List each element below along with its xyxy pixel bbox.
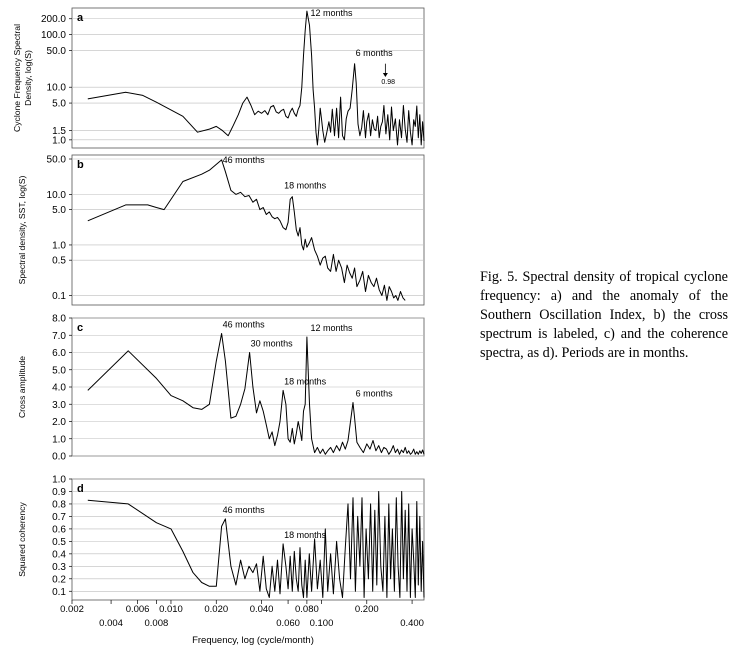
annotation-arrowhead — [383, 73, 388, 77]
x-tick-label: 0.080 — [294, 604, 319, 615]
y-tick-label: 3.0 — [52, 399, 66, 411]
y-tick-label: 4.0 — [52, 382, 66, 394]
y-tick-label: 0.5 — [52, 255, 66, 267]
y-tick-label: 1.0 — [52, 240, 66, 252]
figure-caption: Fig. 5. Spectral density of tropical cyclone frequency: a) and the anomaly of the Southern Oscillation Index, b) the cross spectrum is labeled, c) and the coherence spectra, as d). Periods are in months. — [480, 269, 728, 361]
y-tick-label: 1.0 — [52, 135, 66, 147]
annotation-label: 18 months — [284, 180, 327, 191]
annotation-label: 46 months — [222, 155, 265, 165]
panel-a — [12, 8, 424, 148]
y-tick-label: 0.0 — [52, 451, 66, 463]
y-tick-label: 10.0 — [46, 189, 66, 201]
y-tick-label: 1.0 — [52, 434, 66, 446]
y-tick-label: 0.4 — [52, 549, 66, 561]
y-tick-label: 10.0 — [46, 82, 66, 94]
x-axis-label: Frequency, log (cycle/month) — [192, 635, 314, 646]
y-tick-label: 50.0 — [46, 154, 66, 166]
y-tick-label: 8.0 — [52, 313, 66, 325]
y-tick-label: 0.9 — [52, 486, 66, 498]
panel-letter: b — [77, 159, 84, 171]
x-tick-label: 0.002 — [60, 604, 84, 615]
y-tick-label: 1.0 — [52, 474, 66, 486]
y-tick-label: 200.0 — [40, 14, 66, 26]
annotation-label: 6 months — [355, 48, 393, 59]
y-tick-label: 7.0 — [52, 330, 66, 342]
panel-letter: a — [77, 12, 84, 24]
y-tick-label: 50.0 — [46, 45, 66, 57]
x-tick-label: 0.010 — [159, 604, 183, 615]
annotation-label: 46 months — [222, 319, 265, 330]
x-tick-label: 0.006 — [125, 604, 150, 615]
x-tick-label: 0.060 — [276, 618, 300, 629]
x-tick-label: 0.200 — [354, 604, 379, 615]
y-tick-label: 0.5 — [52, 536, 66, 548]
y-tick-label: 5.0 — [52, 205, 66, 217]
y-tick-label: 100.0 — [40, 30, 66, 42]
y-axis-label: Squared coherency — [17, 502, 27, 577]
y-tick-label: 0.1 — [52, 586, 66, 598]
panel-c — [17, 314, 424, 463]
y-axis-label: Spectral density, SST, log(S) — [17, 175, 27, 285]
panel-letter: c — [77, 322, 84, 334]
panel-letter: d — [77, 483, 84, 495]
panel-b — [17, 155, 424, 305]
y-tick-label: 0.2 — [52, 574, 66, 586]
x-tick-label: 0.400 — [400, 618, 424, 629]
y-tick-label: 1.5 — [52, 126, 66, 138]
y-tick-label: 0.3 — [52, 561, 66, 573]
y-tick-label: 6.0 — [52, 348, 66, 359]
annotation-label: 18 months — [284, 529, 327, 540]
y-tick-label: 0.8 — [52, 499, 66, 511]
series-line — [88, 11, 424, 145]
y-axis-label: Cross amplitude — [17, 355, 27, 419]
x-tick-label: 0.008 — [144, 618, 169, 629]
y-tick-label: 0.1 — [52, 291, 66, 303]
y-tick-label: 2.0 — [52, 417, 66, 428]
annotation-label: 0.98 — [381, 79, 395, 87]
panel-d — [17, 475, 424, 601]
x-tick-label: 0.040 — [249, 604, 274, 615]
x-tick-label: 0.020 — [204, 604, 229, 615]
x-tick-label: 0.100 — [309, 618, 334, 629]
annotation-label: 46 months — [222, 504, 265, 515]
annotation-label: 30 months — [250, 338, 293, 349]
y-axis-label: Cyclone Frequency SpectralDensity, log(S) — [12, 24, 33, 132]
annotation-label: 12 months — [310, 322, 353, 333]
series-line — [88, 160, 405, 301]
y-tick-label: 5.0 — [52, 98, 66, 110]
y-tick-label: 0.6 — [52, 524, 66, 536]
x-tick-label: 0.004 — [99, 618, 123, 629]
annotation-label: 6 months — [355, 388, 393, 399]
annotation-label: 12 months — [310, 8, 353, 18]
y-tick-label: 0.7 — [52, 511, 66, 523]
annotation-label: 18 months — [284, 376, 327, 387]
y-tick-label: 5.0 — [52, 365, 66, 377]
